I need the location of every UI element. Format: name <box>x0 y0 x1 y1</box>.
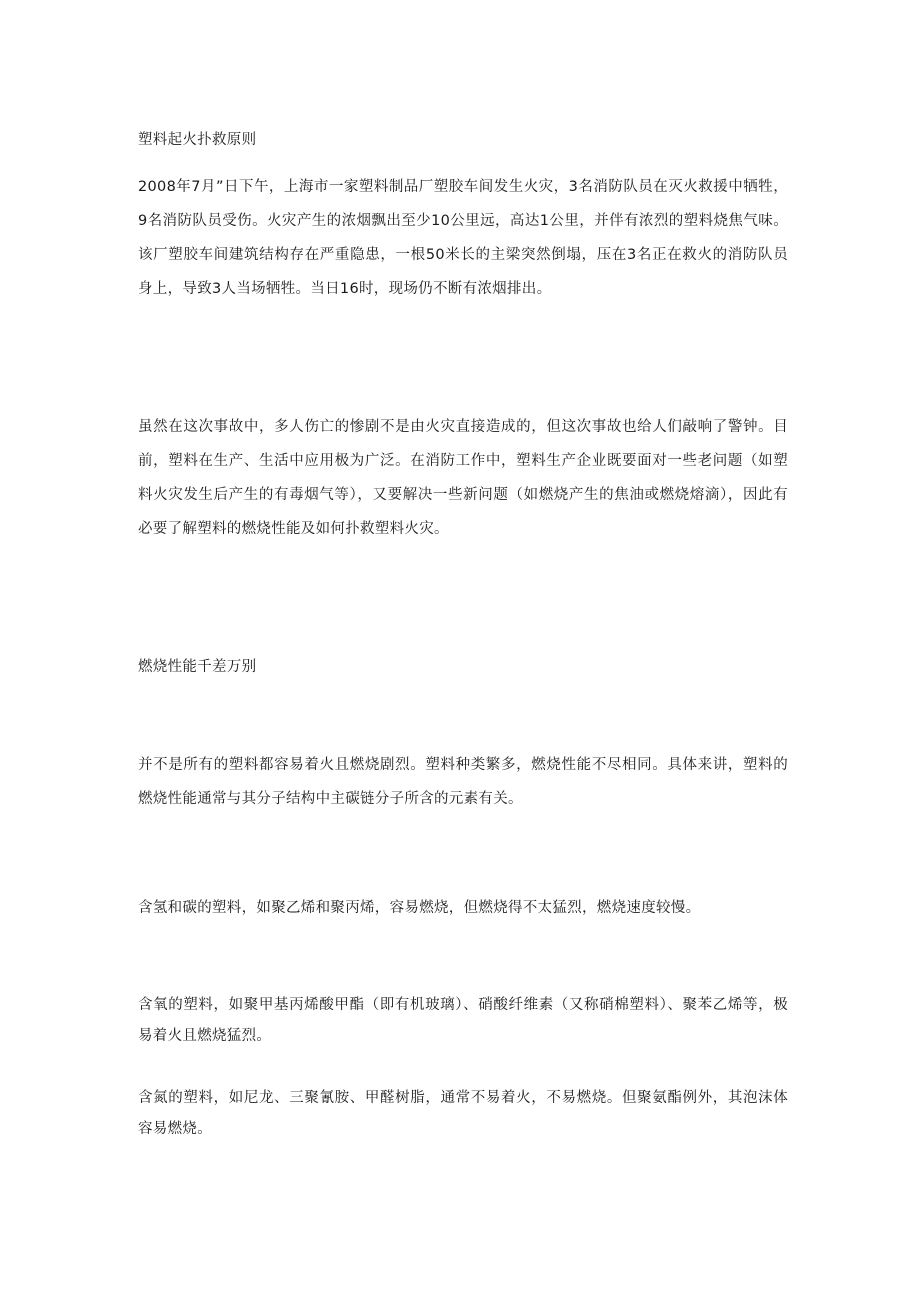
section-heading: 燃烧性能千差万别 <box>138 659 257 675</box>
paragraph-oxygen-plastics: 含氧的塑料，如聚甲基丙烯酸甲酯（即有机玻璃）、硝酸纤维素（又称硝棉塑料）、聚苯乙烯等，极易着火且燃烧猛烈。 <box>138 997 788 1044</box>
paragraph-lesson: 虽然在这次事故中，多人伤亡的惨剧不是由火灾直接造成的，但这次事故也给人们敲响了警钟。目前，塑料在生产、生活中应用极为广泛。在消防工作中，塑料生产企业既要面对一些老问题（如塑料火灾发生后产生的有毒烟气等），又要解决一些新问题（如燃烧产生的焦油或燃烧熔滴），因此有必要了解塑料的燃烧性能及如何扑救塑料火灾。 <box>138 419 788 537</box>
paragraph-nitrogen-plastics: 含氮的塑料，如尼龙、三聚氰胺、甲醛树脂，通常不易着火，不易燃烧。但聚氨酯例外，其泡沫体容易燃烧。 <box>138 1090 788 1137</box>
document-title: 塑料起火扑救原则 <box>138 132 257 148</box>
paragraph-hydrocarbon-plastics: 含氢和碳的塑料，如聚乙烯和聚丙烯，容易燃烧，但燃烧得不太猛烈，燃烧速度较慢。 <box>138 900 701 916</box>
paragraph-incident: 2008年7月”日下午，上海市一家塑料制品厂塑胶车间发生火灾，3名消防队员在灭火救援中牺牲，9名消防队员受伤。火灾产生的浓烟飘出至少10公里远，高达1公里，并伴有浓烈的塑料烧焦气味。该厂塑胶车间建筑结构存在严重隐患，一根50米长的主梁突然倒塌，压在3名正在救火的消防队员身上，导致3人当场牺牲。当日16时，现场仍不断有浓烟排出。 <box>138 179 788 297</box>
paragraph-combustion-intro: 并不是所有的塑料都容易着火且燃烧剧烈。塑料种类繁多，燃烧性能不尽相同。具体来讲，塑料的燃烧性能通常与其分子结构中主碳链分子所含的元素有关。 <box>138 757 788 807</box>
